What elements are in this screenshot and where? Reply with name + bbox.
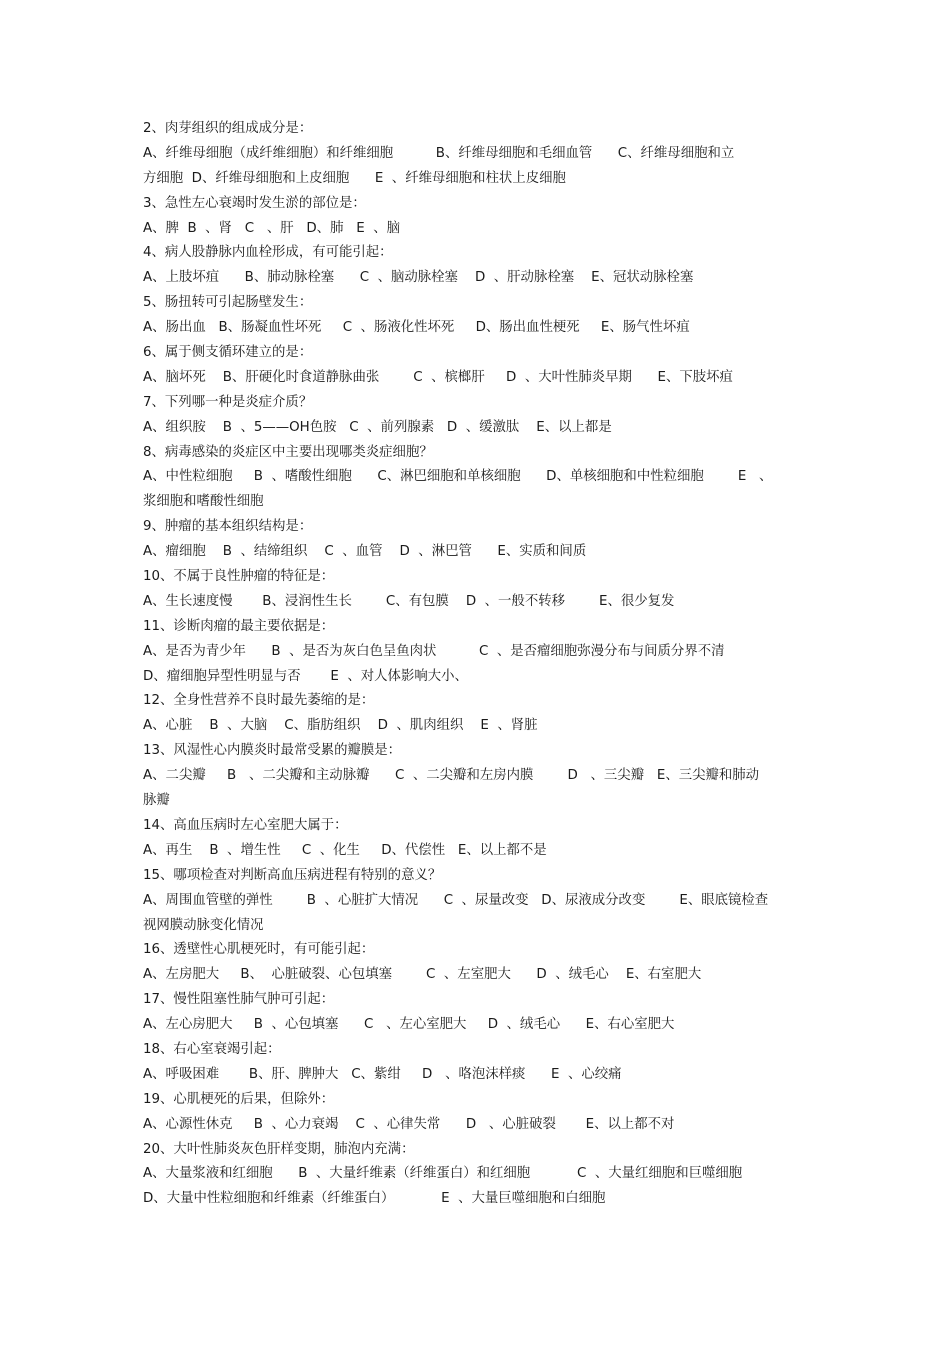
question-options: A、再生 B 、增生性 C 、化生 D、代偿性 E、以上都不是 <box>143 842 547 858</box>
question-title: 15、哪项检查对判断高血压病进程有特别的意义？ <box>143 867 442 883</box>
question-options: A、生长速度慢 B、浸润性生长 C、有包膜 D 、一般不转移 E、很少复发 <box>143 593 675 609</box>
question-options: A、二尖瓣 B 、二尖瓣和主动脉瓣 C 、二尖瓣和左房内膜 D 、三尖瓣 E、三尖瓣和肺动 <box>143 768 760 784</box>
question-title: 8、病毒感染的炎症区中主要出现哪类炎症细胞？ <box>143 444 433 460</box>
question-options: A、左房肥大 B、 心脏破裂、心包填塞 C 、左室肥大 D 、绒毛心 E、右室肥大 <box>143 967 702 983</box>
question-options: A、上肢坏疽 B、肺动脉栓塞 C 、脑动脉栓塞 D 、肝动脉栓塞 E、冠状动脉栓塞 <box>143 270 694 286</box>
question-options: A、肠出血 B、肠凝血性坏死 C 、肠液化性坏死 D、肠出血性梗死 E、肠气性坏疽 <box>143 320 690 336</box>
question-options: A、脑坏死 B、肝硬化时食道静脉曲张 C 、槟榔肝 D 、大叶性肺炎早期 E、下肢坏疽 <box>143 369 733 385</box>
question-title: 12、全身性营养不良时最先萎缩的是： <box>143 693 375 709</box>
question-options: A、是否为青少年 B 、是否为灰白色呈鱼肉状 C 、是否瘤细胞弥漫分布与间质分界不清 <box>143 643 725 659</box>
question-options: A、纤维母细胞（成纤维细胞）和纤维细胞 B、纤维母细胞和毛细血管 C、纤维母细胞和立 <box>143 145 735 161</box>
question-options: A、左心房肥大 B 、心包填塞 C 、左心室肥大 D 、绒毛心 E、右心室肥大 <box>143 1017 675 1033</box>
question-options: A、大量浆液和红细胞 B 、大量纤维素（纤维蛋白）和红细胞 C 、大量红细胞和巨噬细胞 <box>143 1166 743 1182</box>
question-title: 2、肉芽组织的组成成分是： <box>143 121 313 136</box>
question-options: 脉瓣 <box>143 793 170 809</box>
question-options: D、瘤细胞异型性明显与否 E 、对人体影响大小、 <box>143 668 468 684</box>
question-options: A、心源性休克 B 、心力衰竭 C 、心律失常 D 、心脏破裂 E、以上都不对 <box>143 1116 675 1132</box>
document-body <box>143 117 815 1212</box>
question-title: 4、病人股静脉内血栓形成，有可能引起： <box>143 245 393 261</box>
question-options: 视网膜动脉变化情况 <box>143 917 264 933</box>
question-title: 18、右心室衰竭引起： <box>143 1041 281 1057</box>
question-title: 11、诊断肉瘤的最主要依据是： <box>143 618 335 634</box>
question-options: 浆细胞和嗜酸性细胞 <box>143 494 264 510</box>
question-title: 17、慢性阻塞性肺气肿可引起： <box>143 992 335 1008</box>
question-options: A、脾 B 、肾 C 、肝 D、肺 E 、脑 <box>143 220 400 236</box>
question-title: 20、大叶性肺炎灰色肝样变期，肺泡内充满： <box>143 1141 415 1157</box>
question-options: A、组织胺 B 、5——OH色胺 C 、前列腺素 D 、缓激肽 E、以上都是 <box>143 419 612 435</box>
question-title: 16、透壁性心肌梗死时，有可能引起： <box>143 942 375 958</box>
question-options: 方细胞 D、纤维母细胞和上皮细胞 E 、纤维母细胞和柱状上皮细胞 <box>143 170 566 186</box>
question-title: 9、肿瘤的基本组织结构是： <box>143 519 313 535</box>
question-options: A、瘤细胞 B 、结缔组织 C 、血管 D 、淋巴管 E、实质和间质 <box>143 544 587 560</box>
question-title: 7、下列哪一种是炎症介质？ <box>143 394 313 410</box>
question-title: 5、肠扭转可引起肠壁发生： <box>143 295 313 311</box>
question-options: A、呼吸困难 B、肝、脾肿大 C、紫绀 D 、咯泡沫样痰 E 、心绞痛 <box>143 1066 622 1082</box>
question-title: 6、属于侧支循环建立的是： <box>143 345 313 361</box>
question-title: 13、风湿性心内膜炎时最常受累的瓣膜是： <box>143 743 402 759</box>
question-options: A、周围血管壁的弹性 B 、心脏扩大情况 C 、尿量改变 D、尿液成分改变 E、眼底镜检查 <box>143 892 769 908</box>
question-title: 19、心肌梗死的后果，但除外： <box>143 1091 335 1107</box>
question-options: A、中性粒细胞 B 、嗜酸性细胞 C、淋巴细胞和单核细胞 D、单核细胞和中性粒细胞 E 、 <box>143 469 773 485</box>
question-title: 14、高血压病时左心室肥大属于： <box>143 817 348 833</box>
question-options: D、大量中性粒细胞和纤维素（纤维蛋白） E 、大量巨噬细胞和白细胞 <box>143 1191 606 1207</box>
question-options: A、心脏 B 、大脑 C、脂肪组织 D 、肌肉组织 E 、肾脏 <box>143 718 538 734</box>
question-title: 10、不属于良性肿瘤的特征是： <box>143 569 335 585</box>
question-title: 3、急性左心衰竭时发生淤的部位是： <box>143 195 366 211</box>
